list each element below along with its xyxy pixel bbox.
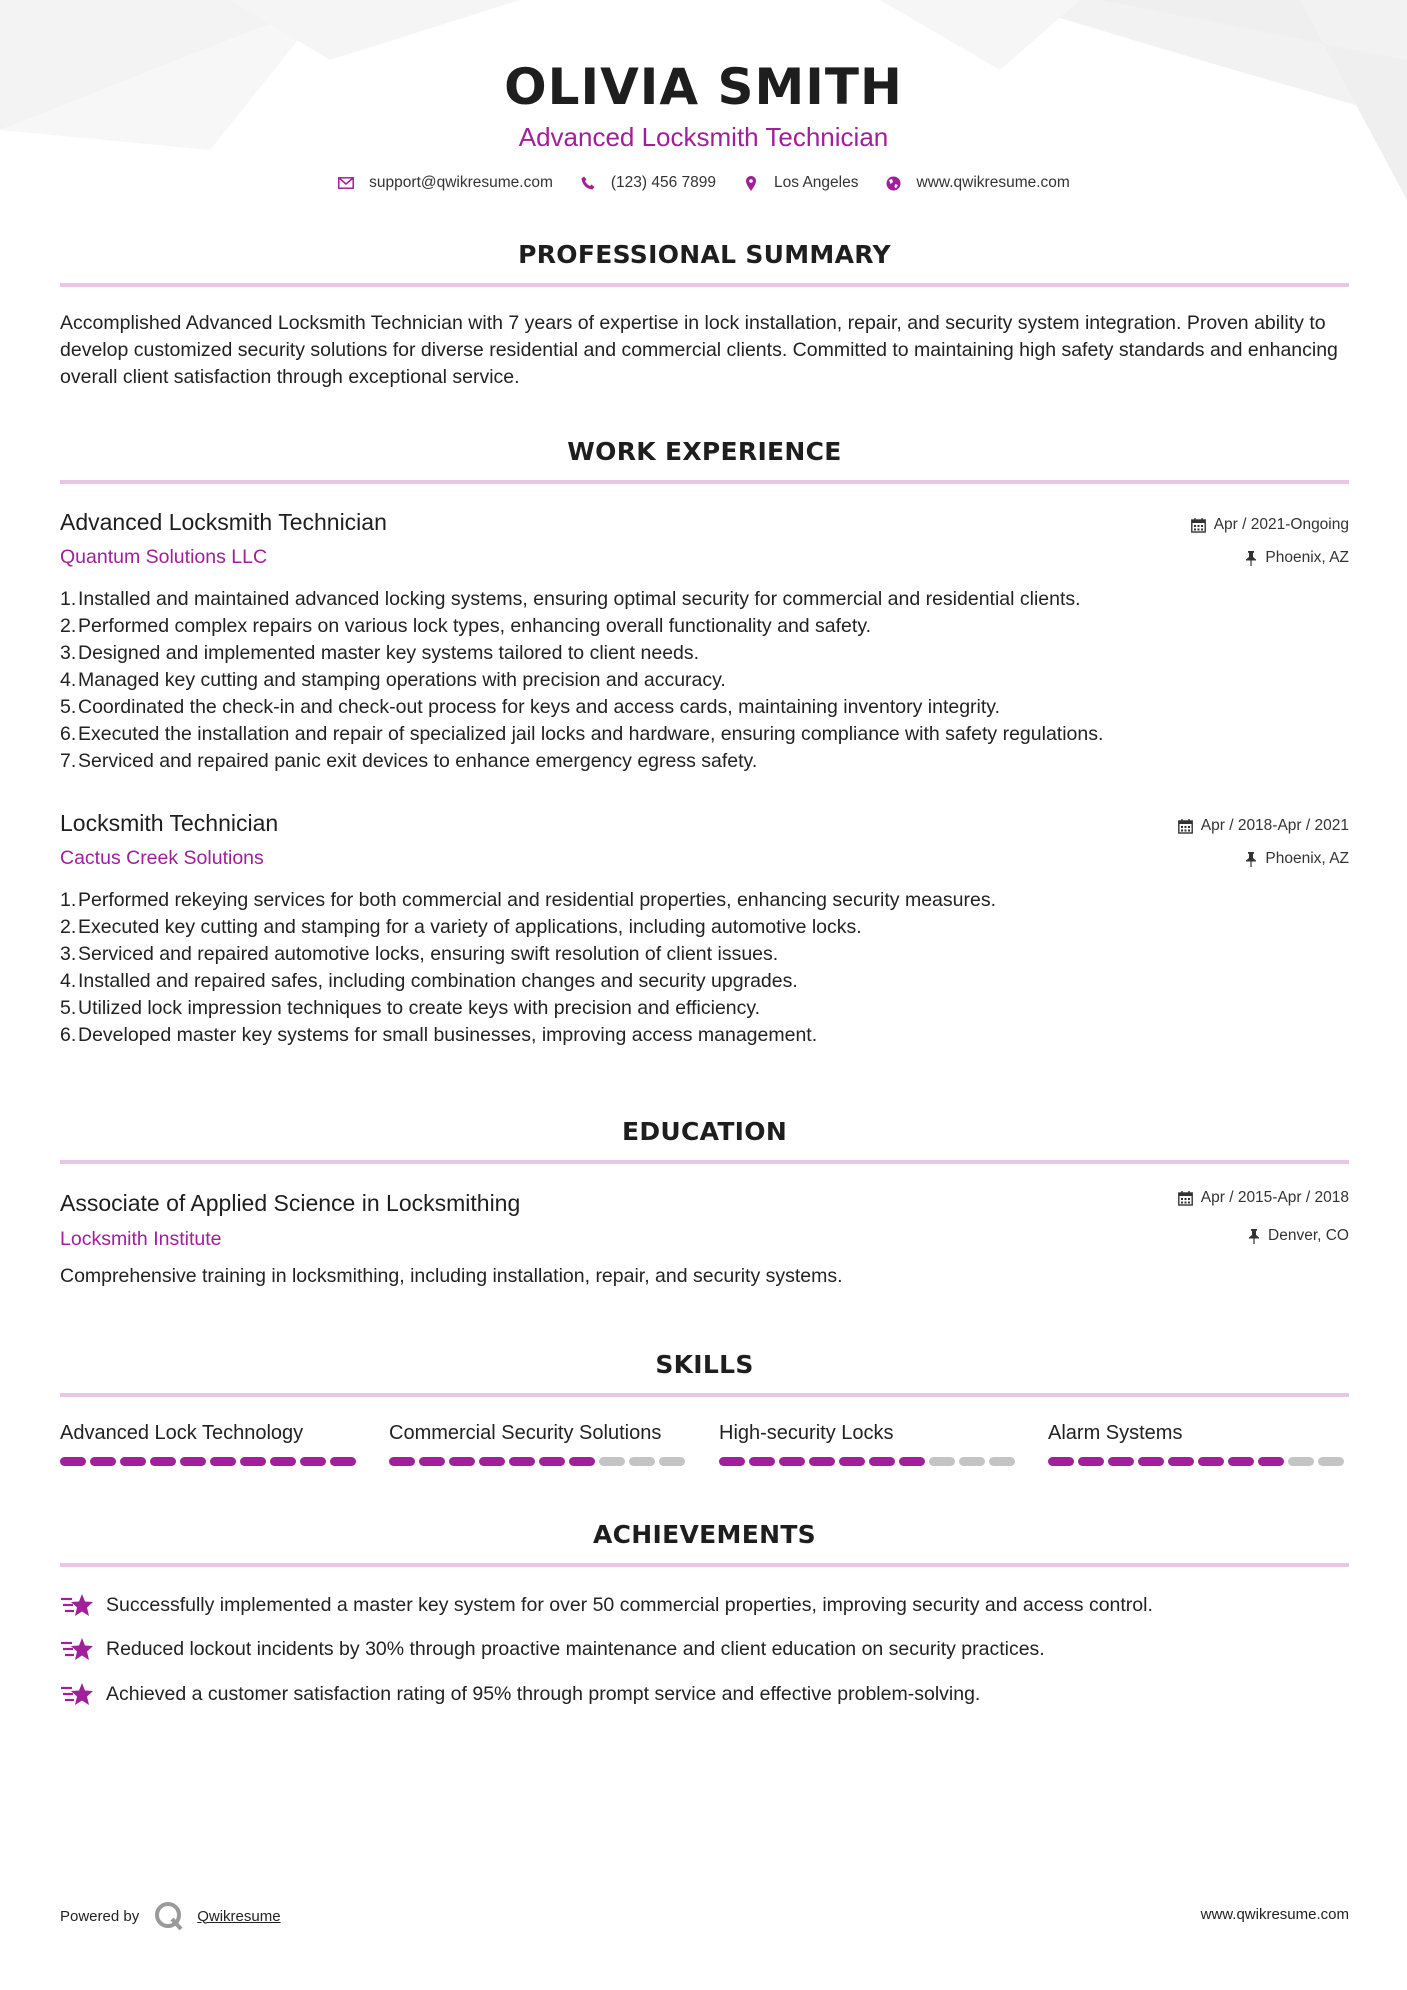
- skill-segment-filled: [509, 1457, 535, 1466]
- skill-segment-empty: [659, 1457, 685, 1466]
- footer-brand-link[interactable]: Qwikresume: [197, 1907, 281, 1925]
- list-item: 3. Designed and implemented master key systems tailored to client needs.: [60, 642, 700, 664]
- skill-segment-filled: [839, 1457, 865, 1466]
- skill-segment-filled: [479, 1457, 505, 1466]
- pushpin-icon: [1245, 551, 1257, 566]
- contact-website-text: www.qwikresume.com: [916, 174, 1070, 191]
- skill-segment-empty: [629, 1457, 655, 1466]
- section-divider: [60, 1563, 1349, 1567]
- skills-heading: SKILLS: [655, 1350, 754, 1379]
- skill-segment-empty: [959, 1457, 985, 1466]
- shooting-star-icon: [60, 1635, 94, 1663]
- education-description: Comprehensive training in locksmithing, including installation, repair, and security systems.: [60, 1265, 843, 1287]
- skill-level-bar: [389, 1457, 689, 1466]
- skill-segment-filled: [1198, 1457, 1224, 1466]
- contact-phone-text: (123) 456 7899: [610, 174, 717, 191]
- job-location: [1245, 850, 1349, 868]
- skill-segment-filled: [60, 1457, 86, 1466]
- skill-level-bar: [719, 1457, 1019, 1466]
- skill-segment-filled: [1108, 1457, 1134, 1466]
- skill-name: Alarm Systems: [1048, 1422, 1183, 1444]
- achievements-heading: ACHIEVEMENTS: [593, 1520, 816, 1549]
- skill-segment-filled: [1138, 1457, 1164, 1466]
- globe-icon: [885, 174, 903, 192]
- list-item: 2. Performed complex repairs on various lock types, enhancing overall functionality and safety.: [60, 615, 872, 637]
- school-name: Locksmith Institute: [60, 1228, 222, 1250]
- degree-title: Associate of Applied Science in Locksmithing: [60, 1190, 521, 1216]
- skill-segment-empty: [599, 1457, 625, 1466]
- job-company: Quantum Solutions LLC: [60, 546, 268, 568]
- qwikresume-logo-icon: [153, 1900, 185, 1932]
- list-item: 3. Serviced and repaired automotive locks, ensuring swift resolution of client issues.: [60, 943, 779, 965]
- skill-segment-filled: [330, 1457, 356, 1466]
- skill-segment-filled: [300, 1457, 326, 1466]
- skill-segment-filled: [120, 1457, 146, 1466]
- skill-name: High-security Locks: [719, 1422, 894, 1444]
- job-location: [1245, 549, 1349, 567]
- skill-segment-empty: [929, 1457, 955, 1466]
- powered-by-label: Powered by: [60, 1907, 140, 1925]
- skill-segment-filled: [419, 1457, 445, 1466]
- skill-segment-filled: [150, 1457, 176, 1466]
- skill-segment-filled: [90, 1457, 116, 1466]
- skill-segment-filled: [210, 1457, 236, 1466]
- section-divider: [60, 480, 1349, 484]
- skill-segment-filled: [1048, 1457, 1074, 1466]
- list-item: 1. Performed rekeying services for both commercial and residential properties, enhancing security measures.: [60, 889, 997, 911]
- skill-segment-filled: [569, 1457, 595, 1466]
- skill-item: [60, 1422, 360, 1445]
- list-item: 6. Executed the installation and repair of specialized jail locks and hardware, ensuring compliance with safety regulations.: [60, 723, 1104, 745]
- candidate-role: Advanced Locksmith Technician: [518, 122, 889, 152]
- skill-segment-filled: [869, 1457, 895, 1466]
- list-item: 1. Installed and maintained advanced locking systems, ensuring optimal security for commercial and residential clients.: [60, 588, 1081, 610]
- skill-segment-filled: [1258, 1457, 1284, 1466]
- calendar-icon: [1191, 518, 1206, 533]
- skill-segment-filled: [749, 1457, 775, 1466]
- job-location-text: Phoenix, AZ: [1265, 549, 1349, 566]
- skill-level-bar: [60, 1457, 360, 1466]
- job-company: Cactus Creek Solutions: [60, 847, 264, 869]
- experience-heading: WORK EXPERIENCE: [567, 437, 842, 466]
- job-location-text: Phoenix, AZ: [1265, 850, 1349, 867]
- skill-segment-empty: [989, 1457, 1015, 1466]
- list-item: 7. Serviced and repaired panic exit devices to enhance emergency egress safety.: [60, 750, 758, 772]
- candidate-name: OLIVIA SMITH: [504, 58, 903, 116]
- list-item: 2. Executed key cutting and stamping for a variety of applications, including automotive locks.: [60, 916, 862, 938]
- skill-segment-filled: [270, 1457, 296, 1466]
- skill-name: Commercial Security Solutions: [389, 1422, 662, 1444]
- list-item: 5. Coordinated the check-in and check-out process for keys and access cards, maintaining inventory integrity.: [60, 696, 1001, 718]
- shooting-star-icon: [60, 1680, 94, 1708]
- skill-segment-empty: [1318, 1457, 1344, 1466]
- skill-segment-filled: [1228, 1457, 1254, 1466]
- summary-text: Accomplished Advanced Locksmith Technician with 7 years of expertise in lock installation, repair, and security system integration. Proven ability to develop customized security solutions for diverse residential and commercial clients. Committed to maintaining high safety standards and enhancing overall client satisfaction through exceptional service.: [60, 312, 1338, 388]
- education-heading: EDUCATION: [621, 1117, 788, 1146]
- skill-segment-filled: [899, 1457, 925, 1466]
- job-dates-text: Apr / 2021-Ongoing: [1213, 516, 1349, 533]
- shooting-star-icon: [60, 1591, 94, 1619]
- education-location-text: Denver, CO: [1268, 1227, 1349, 1244]
- summary-heading: PROFESSIONAL SUMMARY: [518, 240, 891, 269]
- contact-email-text: support@qwikresume.com: [369, 174, 553, 191]
- section-divider: [60, 1160, 1349, 1164]
- list-item: 4. Managed key cutting and stamping operations with precision and accuracy.: [60, 669, 726, 691]
- achievement-text: Successfully implemented a master key system for over 50 commercial properties, improving security and access control.: [106, 1593, 1153, 1616]
- footer-powered-by: [60, 1900, 281, 1932]
- achievement-item: [60, 1591, 1349, 1619]
- list-item: 5. Utilized lock impression techniques to create keys with precision and efficiency.: [60, 997, 761, 1019]
- section-divider: [60, 283, 1349, 287]
- job-bullets: [60, 887, 1349, 1049]
- section-divider: [60, 1393, 1349, 1397]
- contact-location: [742, 174, 858, 192]
- map-pin-icon: [742, 174, 760, 192]
- contact-bar: [0, 174, 1407, 192]
- job-dates: [1191, 516, 1349, 534]
- skill-item: [719, 1422, 1019, 1445]
- achievement-text: Achieved a customer satisfaction rating of 95% through prompt service and effective problem-solving.: [106, 1682, 981, 1705]
- skill-segment-filled: [719, 1457, 745, 1466]
- skill-segment-filled: [539, 1457, 565, 1466]
- calendar-icon: [1178, 819, 1193, 834]
- list-item: 4. Installed and repaired safes, including combination changes and security upgrades.: [60, 970, 798, 992]
- skill-segment-filled: [1078, 1457, 1104, 1466]
- phone-icon: [579, 174, 597, 192]
- skill-segment-filled: [389, 1457, 415, 1466]
- job-title: Locksmith Technician: [60, 810, 279, 836]
- job-dates: [1178, 817, 1349, 835]
- education-location: [1248, 1227, 1349, 1245]
- envelope-icon: [337, 174, 355, 192]
- contact-website[interactable]: [885, 174, 1070, 192]
- skill-segment-filled: [809, 1457, 835, 1466]
- list-item: 6. Developed master key systems for small businesses, improving access management.: [60, 1024, 818, 1046]
- job-dates-text: Apr / 2018-Apr / 2021: [1200, 817, 1349, 834]
- job-title: Advanced Locksmith Technician: [60, 509, 387, 535]
- contact-location-text: Los Angeles: [774, 174, 859, 191]
- contact-phone[interactable]: [579, 174, 716, 192]
- skill-name: Advanced Lock Technology: [60, 1422, 304, 1444]
- skill-segment-filled: [449, 1457, 475, 1466]
- achievement-item: [60, 1680, 1349, 1708]
- job-bullets: [60, 586, 1349, 775]
- skill-segment-empty: [1288, 1457, 1314, 1466]
- skill-level-bar: [1048, 1457, 1348, 1466]
- skill-segment-filled: [240, 1457, 266, 1466]
- pushpin-icon: [1248, 1229, 1260, 1244]
- skill-segment-filled: [180, 1457, 206, 1466]
- skill-segment-filled: [1168, 1457, 1194, 1466]
- skill-item: [1048, 1422, 1348, 1445]
- calendar-icon: [1178, 1191, 1193, 1206]
- education-dates: [1178, 1189, 1349, 1207]
- skill-item: [389, 1422, 689, 1445]
- pushpin-icon: [1245, 852, 1257, 867]
- achievement-item: [60, 1635, 1349, 1663]
- skill-segment-filled: [779, 1457, 805, 1466]
- footer-website-link[interactable]: www.qwikresume.com: [1200, 1906, 1349, 1923]
- contact-email[interactable]: [337, 174, 553, 192]
- achievement-text: Reduced lockout incidents by 30% through proactive maintenance and client education on security practices.: [106, 1637, 1045, 1660]
- education-dates-text: Apr / 2015-Apr / 2018: [1200, 1189, 1349, 1206]
